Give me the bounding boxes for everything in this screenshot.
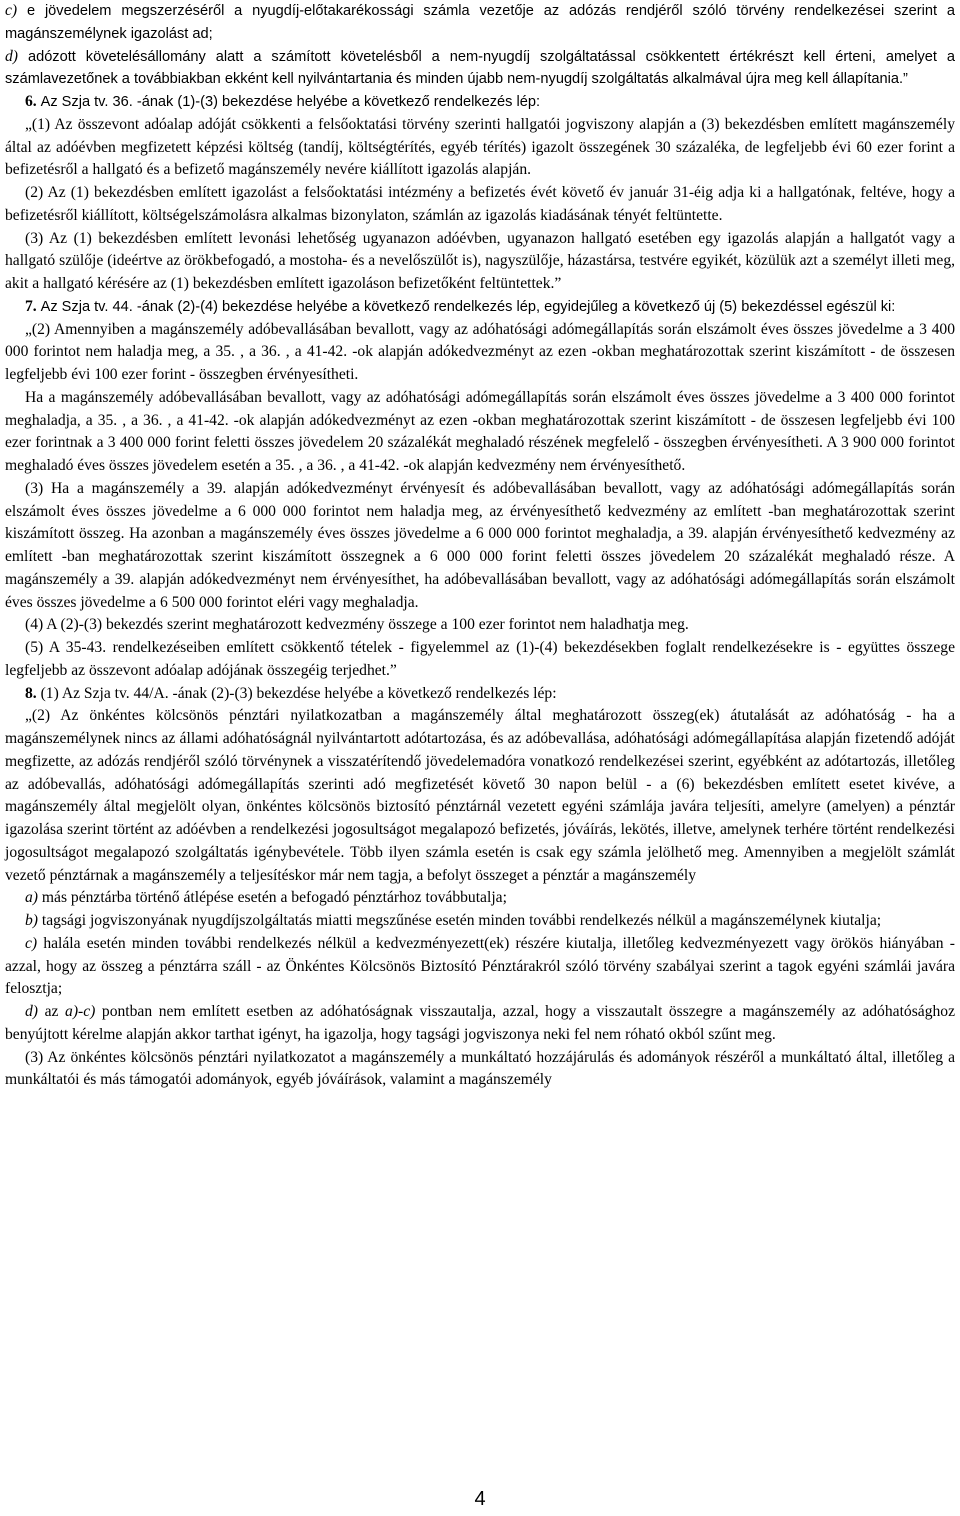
text-run: e jövedelem megszerzéséről a nyugdíj-előtakarékossági számla vezetője az adózás rendjéről szóló törvény rendelkezései szerint a magánszemélynek igazolást ad; [5,3,955,42]
text-run: (3) Az (1) bekezdésben említett levonási lehetőség ugyanazon adóévben, ugyanazon hallgató esetében egy igazolás alapján a hallgatót vagy a hallgató szülője (ideértve az örökbefogadó, a mostoha- és a nevelőszülőt is), nagyszülője, házastársa, testvére egyikét, közülük azt a személyt illeti meg, akit a hallgató kérésére az (1) bekezdésben említett igazoláson befizetőként feltüntettek.” [5,229,956,292]
text-run: adózott követelésállomány alatt a számított követelésből a nem-nyugdíj szolgáltatással csökkentett értékrészt kell érteni, amelyet a számlavezetőnek a továbbiakban ekként kell nyilvántartania és minden újabb nem-nyugdíj szolgáltatás alkalmával újra meg kell állapítania.” [5,48,955,88]
paragraph-p2 [5,46,955,92]
paragraph-p9 [5,387,955,478]
text-run: c) [25,934,38,952]
page-number: 4 [474,1488,486,1510]
text-run: (2) Az (1) bekezdésben említett igazolást a felsőoktatási intézmény a befizetés évét követő év január 31-éig adja ki a hallgatónak, feltéve, hogy a befizetésről kiállított, költségelszámolásra alkalmas bizonylaton, számlán az igazolás kiadásának tényét feltüntette. [5,184,955,224]
paragraph-p12 [5,637,955,683]
paragraph-p7 [5,296,955,319]
text-run: -ának (1)-(3) bekezdése helyébe a következő rendelkezés lép: [136,94,541,110]
paragraph-p6 [5,228,955,296]
text-run: „(2) Amennyiben a magánszemély adóbevallásában bevallott, vagy az adóhatósági adómegállapítás során elszámolt éves összes jövedelme a 3 400 000 forintot nem haladja meg, a 35. , a 36. , a 41-42. -ok alapján adókedvezményt az ezen -okban meghatározottak szerint kiszámított - de összesen legfeljebb évi 100 ezer forint - összegben érvényesítheti. [5,320,955,383]
paragraph-p15 [5,887,955,910]
text-run: (5) A 35-43. rendelkezéseiben említett csökkentő tételek - figyelemmel az (1)-(4) bekezdésekben foglalt rendelkezésekre is - együttes összege legfeljebb az összevont adóalap adójának összegéig terjedhet.” [5,639,955,679]
text-run: -ának (2)-(4) bekezdése helyébe a következő rendelkezés lép, egyidejűleg a következő új (5) bekezdéssel egészül ki: [136,298,896,315]
paragraph-p16 [5,910,955,933]
text-run: más pénztárba történő átlépése esetén a befogadó pénztárhoz továbbutalja; [38,889,507,907]
text-run: „(1) Az összevont adóalap adóját csökkenti a felsőoktatási törvény szerinti hallgatói jogviszony alapján a (3) bekezdésben említett magánszemély által az adóévben megfizetett képzési költség (tandíj, költségtérítés, egyéb térítés) igazolt összegének 30 százaléka, de legfeljebb évi 60 ezer forint a befizetésről a hallgató és a befizető magánszemély nevére kiállított igazolás alapján. [5,115,955,179]
text-run: 8. [25,684,41,702]
text-run: d) [25,1003,38,1020]
paragraph-p14 [5,705,955,887]
text-run: (4) A (2)-(3) bekezdés szerint meghatározott kedvezmény összege a 100 ezer forintot nem haladhatja meg. [25,616,689,634]
text-run: (1) Az Szja tv. 44/A. [40,684,173,702]
paragraph-p10 [5,478,955,615]
text-run: Az Szja tv. 44. [40,298,137,315]
text-run: c) [5,2,18,19]
text-run: a)-c) [65,1003,96,1020]
text-run: b) [25,912,38,929]
text-run: Az Szja tv. 36. [40,94,137,110]
paragraph-p5 [5,182,955,228]
paragraph-p19 [5,1047,955,1093]
text-run: 7. [25,297,41,315]
paragraph-p18 [5,1001,955,1047]
text-run: a) [25,889,38,907]
text-run: 6. [25,93,41,110]
paragraph-p4 [5,114,955,182]
text-run: pontban nem említett esetben az adóhatóságnak visszautalja, azzal, hogy a visszautalt összegre a magánszemély az adóhatósághoz benyújtott kérelme alapján akkor tarthat igényt, ha igazolja, hogy tagsági jogviszonya neki fel nem róható okból szűnt meg. [5,1003,956,1043]
paragraph-p3 [5,91,955,114]
text-run: tagsági jogviszonyának nyugdíjszolgáltatás miatti megszűnése esetén minden további rendelkezés nélkül a magánszemélynek kiutalja; [38,912,882,929]
paragraph-p11 [5,614,955,637]
text-run: d) [5,47,18,65]
text-run: Ha a magánszemély adóbevallásában bevallott, vagy az adóhatósági adómegállapítás során elszámolt éves összes jövedelme a 3 400 000 forintot meghaladja, a 35. , a 36. , a 41-42. -ok alapján adókedvezményt az ezen -okban meghatározottak szerint kiszámított - de összesen legfeljebb évi 100 ezer forintnak a 3 400 000 forint feletti összes jövedelem 20 százalékát meghaladó részének megfelelő - összegben érvényesítheti. A 3 900 000 forintot meghaladó éves összes jövedelem esetén a 35. , a 36. , a 41-42. -ok alapján kedvezmény nem érvényesíthető. [5,388,955,474]
document-body [5,0,955,1092]
paragraph-p8 [5,319,955,387]
paragraph-p1 [5,0,955,46]
text-run: az [38,1003,66,1020]
text-run: halála esetén minden további rendelkezés nélkül a kedvezményezett(ek) részére kiutalja, illetőleg kedvezményezett vagy örökös hiányában - azzal, hogy az összeg a pénztárra száll - az Önkéntes Kölcsönös Biztosító Pénztárakról szóló törvény szabályai szerint a tagok egyéni számlái javára felosztja; [5,934,955,998]
text-run: (3) Az önkéntes kölcsönös pénztári nyilatkozatot a magánszemély a munkáltató hozzájárulás és adományok részéről a munkáltató által, illetőleg a munkáltatói és más támogatói adományok, egyéb jóváírások, valamint a magánszemély [5,1048,955,1089]
text-run: -ának (2)-(3) bekezdése helyébe a következő rendelkezés lép: [172,684,557,702]
text-run: „(2) Az önkéntes kölcsönös pénztári nyilatkozatban a magánszemély által meghatározott összeg(ek) átutalását az adóhatóság - ha a magánszemélynek nincs az állami adóhatóságnál nyilvántartott adótartozása, és az adóbevallása, adóhatósági adómegállapítása alapján fizetendő adóját megfizette, az adózás rendjéről szóló törvénynek a visszatérítendő jövedelemadóra vonatkozó rendelkezései szerint, egyébként az adótartozás, illetőleg az adóbevallás, adóhatósági adómegállapítás szerinti adó megfizetését követő 30 napon belül - a (6) bekezdésben említett esetet kivéve, a magánszemély által megjelölt olyan, önkéntes kölcsönös biztosító pénztárnál vezetett egyéni számlája javára teljesíti, amelyre (amelyen) a pénztár igazolása szerint történt az adóévben a rendelkezési jogosultságot megalapozó befizetés, jóváírás, lekötés, illetve, amelynek terhére történt rendelkezési jogosultságot megalapozó szolgáltatás igénybevétele. Több ilyen számla esetén is csak egy számla jelölhető meg. Amennyiben a megjelölt számlát vezető pénztárnak a magánszemély a teljesítéskor már nem tagja, a befolyt összeget a pénztár a magánszemély [5,707,955,884]
text-run: (3) Ha a magánszemély a 39. alapján adókedvezményt érvényesít és adóbevallásában bevallott, vagy az adóhatósági adómegállapítás során elszámolt éves összes jövedelme a 6 000 000 forintot nem haladja meg, az érvényesíthető kedvezmény az említett -ban meghatározottak szerint kiszámított összeg. Ha azonban a magánszemély éves összes jövedelme a 6 000 000 forintot meghaladja, a 39. alapján érvényesíthető kedvezmény az említett -ban meghatározottak szerint kiszámított összegnek a 6 000 000 forint feletti összes jövedelem 20 százalékát meghaladó része. A magánszemély a 39. alapján adókedvezményt nem érvényesíthet, ha adóbevallásában bevallott, vagy az adóhatósági adómegállapítás során elszámolt éves összes jövedelme a 6 500 000 forintot eléri vagy meghaladja. [5,479,955,611]
paragraph-p17 [5,933,955,1001]
paragraph-p13 [5,683,955,706]
